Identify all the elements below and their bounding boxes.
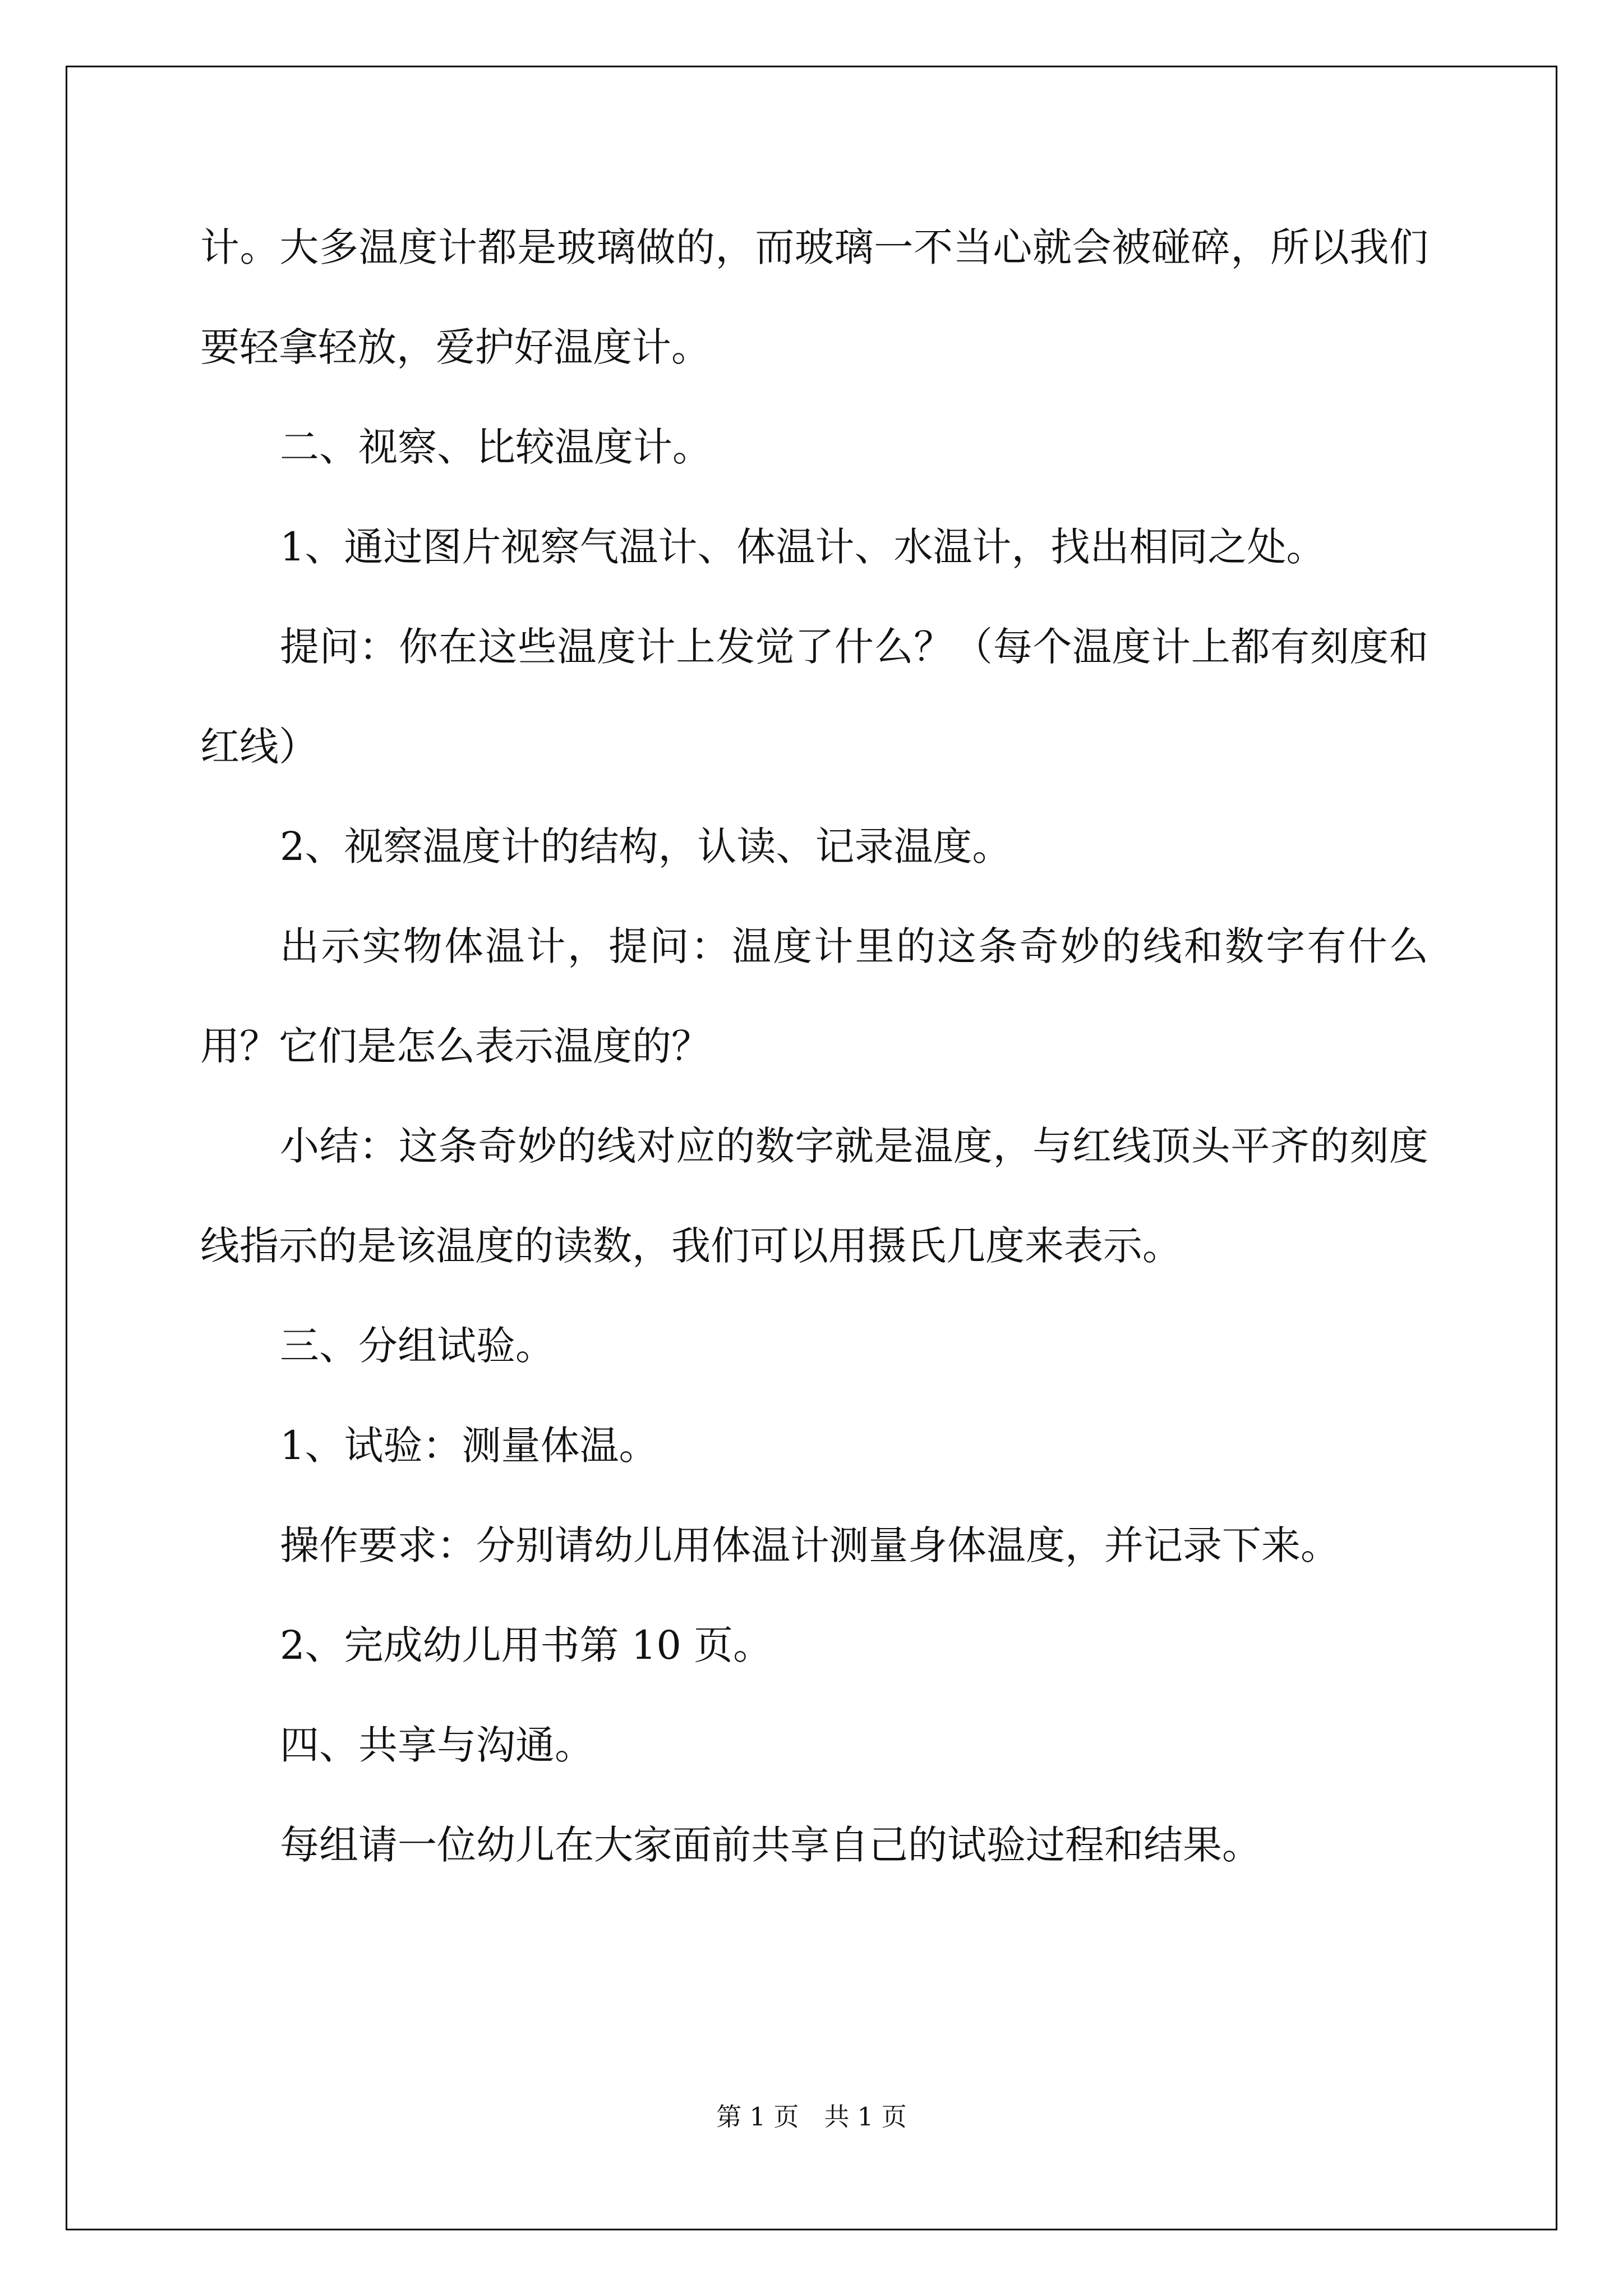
paragraph-3: 1、通过图片视察气温计、体温计、水温计，找出相同之处。 (280, 524, 1326, 570)
paragraph-13: 每组请一位幼儿在大家面前共享自己的试验过程和结果。 (280, 1822, 1261, 1868)
paragraph-5: 2、视察温度计的结构，认读、记录温度。 (280, 823, 1012, 869)
paragraph-8: 三、分组试验。 (280, 1323, 555, 1369)
paragraph-12: 四、共享与沟通。 (280, 1722, 594, 1768)
paragraph-2: 二、视察、比较温度计。 (280, 424, 712, 470)
paragraph-11: 2、完成幼儿用书第 10 页。 (280, 1622, 773, 1668)
paragraph-6: 出示实物体温计，提问：温度计里的这条奇妙的线和数字有什么用？它们是怎么表示温度的？ (200, 923, 1428, 1069)
paragraph-10: 操作要求：分别请幼儿用体温计测量身体温度，并记录下来。 (280, 1522, 1340, 1568)
paragraph-4: 提问：你在这些温度计上发觉了什么？（每个温度计上都有刻度和红线） (200, 624, 1428, 770)
paragraph-1: 计。大多温度计都是玻璃做的，而玻璃一不当心就会被碰碎，所以我们要轻拿轻放，爱护好温度计。 (200, 224, 1428, 370)
page-number-footer: 第 1 页 共 1 页 (716, 2102, 907, 2132)
document-body (200, 197, 1428, 1895)
paragraph-9: 1、试验：测量体温。 (280, 1423, 658, 1469)
paragraph-7: 小结：这条奇妙的线对应的数字就是温度，与红线顶头平齐的刻度线指示的是该温度的读数，我们可以用摄氏几度来表示。 (200, 1123, 1428, 1269)
